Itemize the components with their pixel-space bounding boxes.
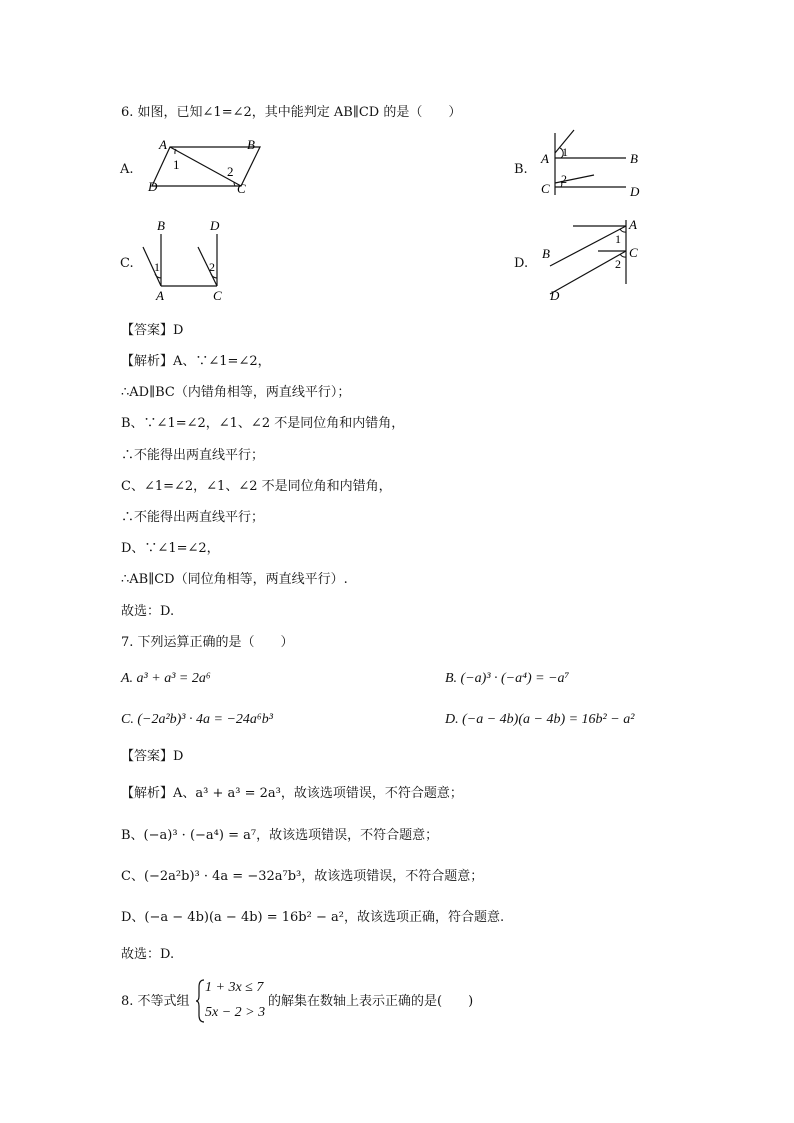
- svg-text:2: 2: [615, 257, 621, 271]
- svg-text:C: C: [213, 288, 222, 303]
- q7-option-a: A. a³ + a³ = 2a⁶: [121, 671, 211, 686]
- q6-figure-b: [538, 125, 648, 203]
- q7-analysis-line: D、(−a − 4b)(a − 4b) = 16b² − a²，故该选项正确，符合题意.: [121, 910, 505, 925]
- label-2: 2: [227, 164, 234, 179]
- q6-analysis-line: ∴AB∥CD（同位角相等，两直线平行）.: [121, 572, 348, 587]
- svg-text:A: A: [541, 151, 549, 166]
- svg-text:C: C: [629, 245, 638, 260]
- q8-stem-suffix: 的解集在数轴上表示正确的是( ): [268, 994, 474, 1009]
- q7-option-d: D. (−a − 4b)(a − 4b) = 16b² − a²: [445, 712, 635, 727]
- svg-text:D: D: [210, 218, 220, 233]
- q6-option-d-label: D.: [514, 256, 529, 271]
- q6-figure-d: [538, 216, 648, 304]
- q7-analysis-line: 【解析】A、a³ + a³ = 2a³，故该选项错误，不符合题意；: [121, 786, 463, 801]
- q7-analysis-line: C、(−2a²b)³ · 4a = −32a⁷b³，故该选项错误，不符合题意；: [121, 869, 484, 884]
- q7-option-b: B. (−a)³ · (−a⁴) = −a⁷: [445, 671, 570, 686]
- q6-analysis-line: C、∠1=∠2，∠1、∠2 不是同位角和内错角，: [121, 479, 392, 494]
- svg-text:2: 2: [561, 172, 567, 186]
- q6-option-c-label: C.: [120, 256, 134, 271]
- q6-analysis-line: 【解析】A、∵∠1=∠2，: [121, 354, 271, 369]
- svg-text:2: 2: [209, 260, 215, 274]
- svg-text:B: B: [542, 246, 550, 261]
- svg-text:1: 1: [154, 260, 160, 274]
- q6-analysis-line: ∴AD∥BC（内错角相等，两直线平行）；: [121, 385, 351, 400]
- q7-analysis-line: B、(−a)³ · (−a⁴) = a⁷，故该选项错误，不符合题意；: [121, 828, 439, 843]
- q6-figure-a: [140, 135, 270, 200]
- svg-text:D: D: [550, 288, 560, 303]
- q7-stem: 7. 下列运算正确的是（ ）: [121, 635, 294, 650]
- q8-inequality-2: 5x − 2 > 3: [205, 1005, 266, 1020]
- q7-option-c: C. (−2a²b)³ · 4a = −24a⁶b³: [121, 712, 273, 727]
- label-D: D: [148, 179, 158, 194]
- q6-figure-c: [140, 216, 240, 304]
- q6-analysis-line: ∴不能得出两直线平行；: [121, 448, 265, 463]
- svg-text:D: D: [630, 184, 640, 199]
- svg-text:1: 1: [562, 145, 568, 159]
- svg-text:B: B: [157, 218, 165, 233]
- svg-text:A: A: [629, 217, 637, 232]
- q6-conclusion: 故选：D.: [121, 604, 175, 619]
- q6-analysis-line: B、∵∠1=∠2，∠1、∠2 不是同位角和内错角，: [121, 416, 405, 431]
- label-C: C: [237, 181, 246, 196]
- q6-answer: 【答案】D: [121, 323, 184, 338]
- q6-analysis-line: D、∵∠1=∠2，: [121, 541, 220, 556]
- label-1: 1: [173, 157, 180, 172]
- svg-text:A: A: [156, 288, 164, 303]
- svg-text:B: B: [630, 151, 638, 166]
- label-B: B: [247, 137, 255, 152]
- q6-option-a-label: A.: [120, 162, 134, 177]
- q7-conclusion: 故选：D.: [121, 947, 175, 962]
- svg-text:1: 1: [615, 232, 621, 246]
- svg-text:C: C: [541, 181, 550, 196]
- q6-analysis-line: ∴不能得出两直线平行；: [121, 510, 265, 525]
- q7-answer: 【答案】D: [121, 749, 184, 764]
- q6-stem: 6. 如图，已知∠1=∠2，其中能判定 AB∥CD 的是（ ）: [121, 105, 462, 120]
- q8-brace: [195, 979, 205, 1023]
- q8-stem-prefix: 8. 不等式组: [121, 994, 190, 1009]
- q6-option-b-label: B.: [514, 162, 528, 177]
- q8-inequality-1: 1 + 3x ≤ 7: [205, 980, 264, 995]
- label-A: A: [159, 137, 167, 152]
